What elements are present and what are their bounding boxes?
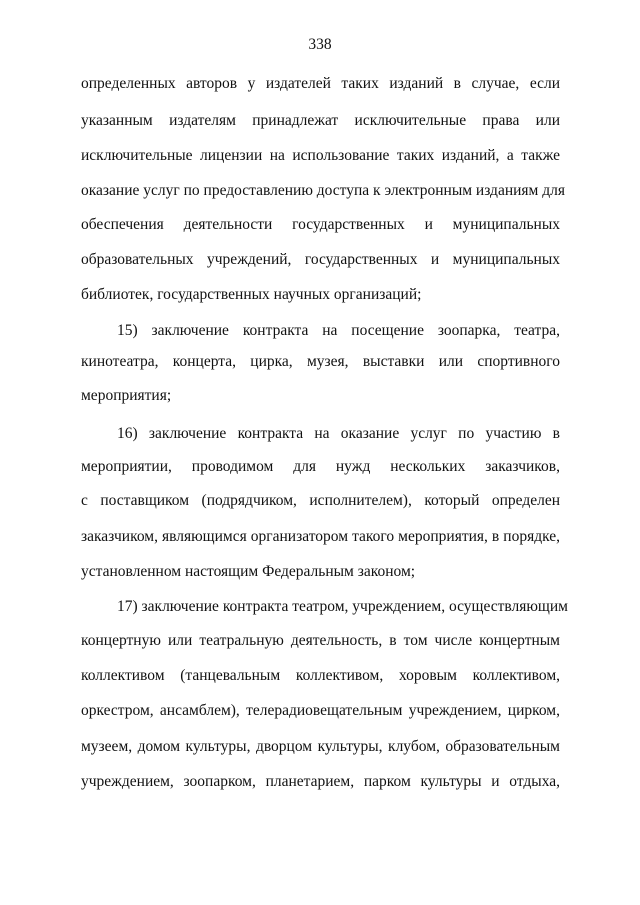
text-line: с поставщиком (подрядчиком, исполнителем), который определен [81,492,560,509]
text-line: оказание услуг по предоставлению доступа к электронным изданиям для [81,182,565,199]
text-line: концертную или театральную деятельность, в том числе концертным [81,632,560,649]
text-line: библиотек, государственных научных организаций; [81,286,422,303]
text-line: коллективом (танцевальным коллективом, хоровым коллективом, [81,667,560,684]
text-line: мероприятии, проводимом для нужд нескольких заказчиков, [81,458,560,475]
text-line: заказчиком, являющимся организатором такого мероприятия, в порядке, [81,528,560,545]
text-line: 15) заключение контракта на посещение зоопарка, театра, [117,322,560,339]
text-line: учреждением, зоопарком, планетарием, парком культуры и отдыха, [81,773,560,790]
text-line: кинотеатра, концерта, цирка, музея, выставки или спортивного [81,353,560,370]
text-line: 16) заключение контракта на оказание услуг по участию в [117,425,560,442]
text-line: 17) заключение контракта театром, учреждением, осуществляющим [117,598,568,615]
text-line: образовательных учреждений, государственных и муниципальных [81,251,560,268]
text-line: мероприятия; [81,387,172,404]
text-line: установленном настоящим Федеральным законом; [81,563,416,580]
text-line: указанным издателям принадлежат исключительные права или [81,112,560,129]
text-line: оркестром, ансамблем), телерадиовещательным учреждением, цирком, [81,702,560,719]
text-line: исключительные лицензии на использование таких изданий, а также [81,147,560,164]
text-line: обеспечения деятельности государственных и муниципальных [81,216,560,233]
text-line: музеем, домом культуры, дворцом культуры, клубом, образовательным [81,738,560,755]
text-line: определенных авторов у издателей таких изданий в случае, если [81,75,560,92]
page-number: 338 [308,36,332,53]
